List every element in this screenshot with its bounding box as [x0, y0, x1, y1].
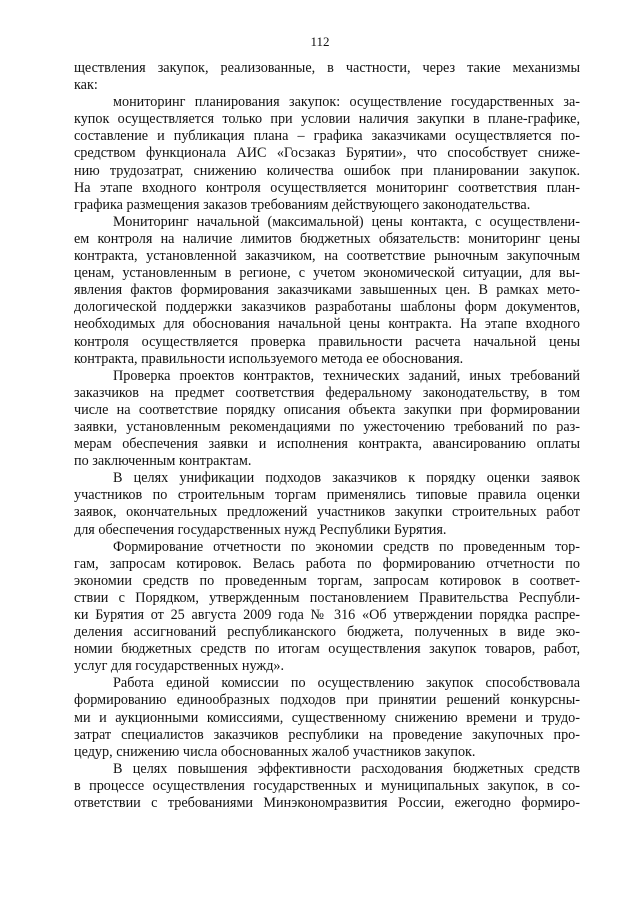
page-number: 112	[310, 34, 330, 49]
text-line: ми и аукционными комиссиями, существенному снижению времени и трудо-	[74, 709, 580, 726]
paragraph-p4	[74, 470, 580, 538]
text-line: как:	[74, 77, 98, 94]
text-line: по заключенным контрактам.	[74, 453, 252, 470]
paragraph-p7	[74, 761, 580, 812]
text-line: мониторинг планирования закупок: осуществление государственных за-	[113, 94, 580, 111]
text-line: заявок, окончательных предложений участников закупки строительных работ	[74, 504, 580, 521]
text-line: в процессе осуществления государственных и муниципальных закупок, в со-	[74, 777, 580, 794]
text-line: формированию единообразных подходов при принятии решений конкурсны-	[74, 692, 580, 709]
text-line: Работа единой комиссии по осуществлению закупок способствовала	[113, 675, 580, 692]
text-line: ответствии с требованиями Минэкономразвития России, ежегодно формиро-	[74, 795, 580, 812]
text-line: цедур, снижению числа обоснованных жалоб участников закупок.	[74, 743, 476, 760]
text-line: В целях унификации подходов заказчиков к порядку оценки заявок	[113, 470, 580, 487]
text-line: явления фактов формирования заказчиками завышенных цен. В рамках мето-	[74, 282, 580, 299]
text-line: необходимых для обоснования начальной цены контракта. На этапе входного	[74, 316, 580, 333]
text-line: контракта, правильности используемого метода ее обоснования.	[74, 350, 464, 367]
text-line: На этапе входного контроля осуществляется мониторинг соответствия план-	[74, 179, 580, 196]
text-line: дологической поддержки заказчиков разработаны шаблоны форм документов,	[74, 299, 580, 316]
paragraph-p3	[74, 368, 580, 471]
text-line: купок осуществляется только при условии наличия закупки в плане-графике,	[74, 111, 580, 128]
text-line: ценам, установленным в регионе, с учетом экономической ситуации, для вы-	[74, 265, 580, 282]
paragraph-p5	[74, 539, 580, 676]
text-line: экономии средств по проведенным торгам, запросам котировок в соответ-	[74, 572, 580, 589]
text-line: контракта, установленной заказчиком, на соответствие рыночным закупочным	[74, 248, 580, 265]
text-line: номии бюджетных средств по итогам осуществления закупок товаров, работ,	[74, 641, 580, 658]
text-line: нию трудозатрат, снижению количества ошибок при планировании закупок.	[74, 162, 580, 179]
text-line: контроля осуществляется проверка правильности расчета начальной цены	[74, 333, 580, 350]
paragraph-p1	[74, 94, 580, 214]
text-line: заказчиков на предмет соответствия федеральному законодательству, в том	[74, 384, 580, 401]
paragraph-p0	[74, 60, 580, 94]
text-line: для обеспечения государственных нужд Республики Бурятия.	[74, 521, 447, 538]
text-line: числе на соответствие порядку описания объекта закупки при формировании	[74, 401, 580, 418]
text-line: заявки, установленным рекомендациями по ужесточению требований по раз-	[74, 418, 580, 435]
text-line: услуг для государственных нужд».	[74, 658, 285, 675]
text-line: ствии с Порядком, утвержденным постановлением Правительства Республи-	[74, 589, 580, 606]
paragraph-p2	[74, 214, 580, 368]
text-line: Мониторинг начальной (максимальной) цены контакта, с осуществлени-	[113, 213, 580, 230]
document-body	[74, 60, 580, 812]
text-line: деления ассигнований республиканского бюджета, полученных в виде эко-	[74, 624, 580, 641]
text-line: Проверка проектов контрактов, технических заданий, иных требований	[113, 367, 580, 384]
text-line: графика размещения заказов требованиям действующего законодательства.	[74, 196, 531, 213]
text-line: составление и публикация плана – графика заказчиками осуществляется по-	[74, 128, 580, 145]
text-line: ществления закупок, реализованные, в частности, через такие механизмы	[74, 60, 580, 76]
text-line: участников по строительным торгам применялись типовые правила оценки	[74, 487, 580, 504]
paragraph-p6	[74, 675, 580, 760]
text-line: затрат специалистов заказчиков республики на проведение закупочных про-	[74, 726, 580, 743]
text-line: ем контроля на наличие лимитов бюджетных обязательств: мониторинг цены	[74, 230, 580, 247]
text-line: Формирование отчетности по экономии средств по проведенным тор-	[113, 538, 580, 555]
text-line: ки Бурятия от 25 августа 2009 года № 316 «Об утверждении порядка распре-	[74, 607, 580, 623]
text-line: В целях повышения эффективности расходования бюджетных средств	[113, 760, 580, 777]
text-line: мерам обеспечения заявки и исполнения контракта, авансированию оплаты	[74, 436, 580, 453]
text-line: гам, запросам котировок. Велась работа по формированию отчетности по	[74, 555, 580, 572]
text-line: средством функционала АИС «Госзаказ Бурятии», что способствует сниже-	[74, 145, 580, 162]
